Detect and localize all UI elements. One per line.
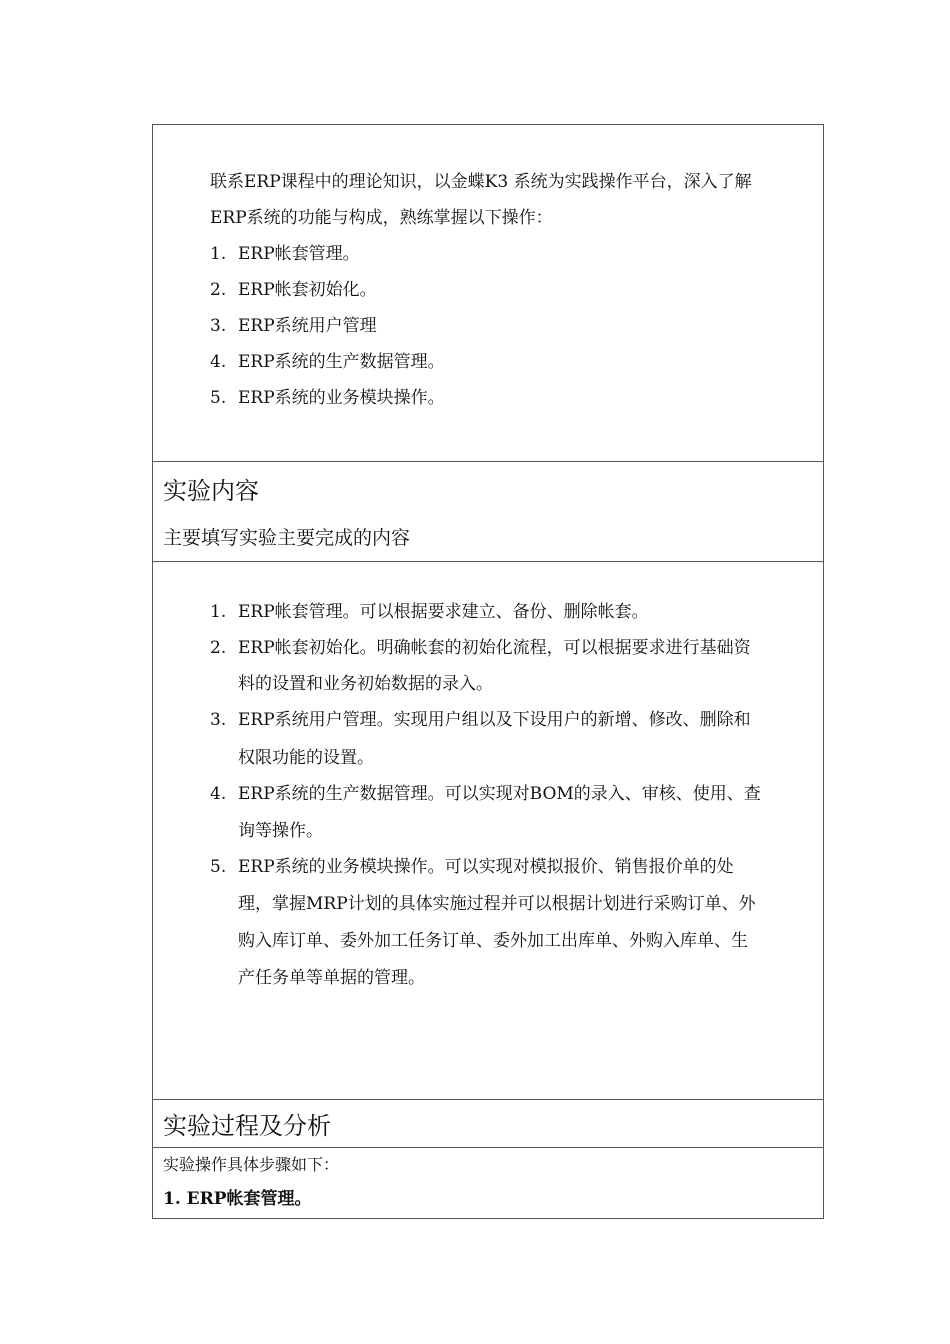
objective-item-text: ERP系统的业务模块操作。 (238, 388, 445, 408)
content-item (210, 601, 649, 623)
objective-item-number: 5. (210, 388, 227, 408)
content-item-continuation: 理，掌握MRP计划的具体实施过程并可以根据计划进行采购订单、外 (238, 894, 756, 914)
content-item-continuation: 产任务单等单据的管理。 (238, 968, 425, 988)
content-item-text: ERP系统的生产数据管理。可以实现对BOM的录入、审核、使用、查 (238, 784, 761, 804)
content-item-continuation: 料的设置和业务初始数据的录入。 (238, 674, 493, 694)
content-item (210, 709, 751, 731)
process-heading-cell (153, 1099, 823, 1147)
process-steps-cell (153, 1147, 823, 1218)
content-item-text: ERP系统用户管理。实现用户组以及下设用户的新增、修改、删除和 (238, 710, 751, 730)
objectives-intro-line-1: 联系ERP课程中的理论知识，以金蝶K3 系统为实践操作平台，深入了解 (210, 172, 752, 192)
report-table (152, 124, 824, 1219)
content-item-text: ERP系统的业务模块操作。可以实现对模拟报价、销售报价单的处 (238, 857, 734, 877)
content-item (210, 637, 751, 659)
objective-item-number: 1. (210, 244, 227, 264)
objective-item (210, 315, 377, 337)
step-1-heading: 1. ERP帐套管理。 (163, 1189, 312, 1209)
content-item-continuation: 询等操作。 (238, 821, 323, 841)
objective-item-text: ERP系统的生产数据管理。 (238, 352, 445, 372)
content-section-subtitle: 主要填写实验主要完成的内容 (163, 527, 411, 549)
content-heading-cell (153, 461, 823, 561)
process-section-title: 实验过程及分析 (163, 1112, 331, 1140)
content-item-number: 3. (210, 710, 227, 730)
objective-item-number: 2. (210, 280, 227, 300)
objective-item (210, 279, 377, 301)
content-item-number: 2. (210, 638, 227, 658)
steps-intro: 实验操作具体步骤如下： (163, 1155, 340, 1174)
content-item (210, 856, 734, 878)
objective-item-text: ERP帐套初始化。 (238, 280, 377, 300)
content-section-title: 实验内容 (163, 477, 259, 505)
content-item-text: ERP帐套管理。可以根据要求建立、备份、删除帐套。 (238, 602, 649, 622)
objective-item-text: ERP系统用户管理 (238, 316, 377, 336)
content-item-continuation: 权限功能的设置。 (238, 748, 374, 768)
content-item-number: 1. (210, 602, 227, 622)
objective-item (210, 243, 360, 265)
content-items-cell (153, 561, 823, 1099)
objective-item (210, 387, 445, 409)
objective-item-text: ERP帐套管理。 (238, 244, 360, 264)
objectives-intro-line-2: ERP系统的功能与构成，熟练掌握以下操作： (210, 208, 553, 228)
objectives-cell (153, 125, 823, 461)
content-item-number: 4. (210, 784, 227, 804)
objective-item-number: 4. (210, 352, 227, 372)
content-item-text: ERP帐套初始化。明确帐套的初始化流程，可以根据要求进行基础资 (238, 638, 751, 658)
content-item-number: 5. (210, 857, 227, 877)
content-item (210, 783, 761, 805)
objective-item (210, 351, 445, 373)
content-item-continuation: 购入库订单、委外加工任务订单、委外加工出库单、外购入库单、生 (238, 931, 748, 951)
objective-item-number: 3. (210, 316, 227, 336)
